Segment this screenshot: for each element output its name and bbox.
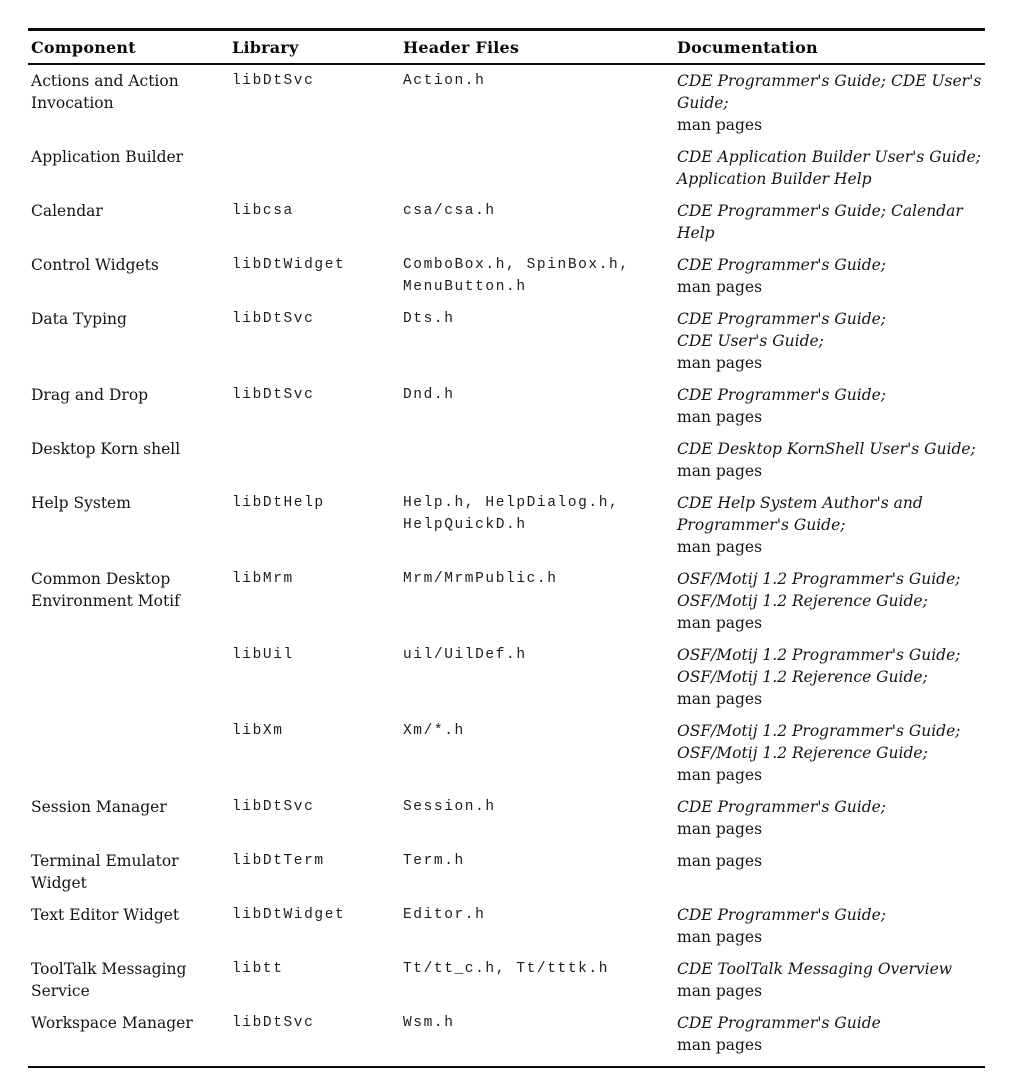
- library-cell: [232, 720, 403, 786]
- component-cell: [28, 850, 232, 894]
- header-file-name: Tt/tt_c.h, Tt/tttk.h: [403, 961, 610, 977]
- header-file-name: Mrm/MrmPublic.h: [403, 571, 558, 587]
- component-name: Data Typing: [31, 310, 127, 328]
- header-file-name: Dnd.h: [403, 387, 455, 403]
- library-name: libDtHelp: [232, 495, 325, 511]
- table-row: [28, 796, 985, 840]
- component-cell: [28, 146, 232, 190]
- documentation-title: CDE Programmer's Guide: [677, 1014, 881, 1032]
- library-cell: [232, 958, 403, 1002]
- component-name: Service: [31, 982, 90, 1000]
- component-cell: [28, 308, 232, 374]
- header-files-cell: [403, 720, 677, 786]
- documentation-title: Guide;: [677, 94, 729, 112]
- documentation-cell: [677, 146, 982, 190]
- library-cell: [232, 200, 403, 244]
- table-body: [28, 65, 985, 1068]
- library-name: libDtSvc: [232, 311, 315, 327]
- component-name: Application Builder: [31, 148, 184, 166]
- library-cell: [232, 568, 403, 634]
- documentation-title: man pages: [677, 462, 763, 480]
- documentation-title: CDE Programmer's Guide;: [677, 798, 887, 816]
- library-name: libDtSvc: [232, 799, 315, 815]
- documentation-cell: [677, 958, 982, 1002]
- documentation-title: man pages: [677, 278, 763, 296]
- header-file-name: MenuButton.h: [403, 279, 527, 295]
- component-name: Environment Motif: [31, 592, 180, 610]
- documentation-title: CDE User's Guide;: [677, 332, 824, 350]
- header-file-name: Xm/*.h: [403, 723, 465, 739]
- library-name: libDtSvc: [232, 73, 315, 89]
- header-file-name: ComboBox.h, SpinBox.h,: [403, 257, 630, 273]
- library-cell: [232, 70, 403, 136]
- library-cell: [232, 254, 403, 298]
- library-name: libtt: [232, 961, 284, 977]
- component-name: ToolTalk Messaging: [31, 960, 187, 978]
- documentation-title: CDE Programmer's Guide; Calendar: [677, 202, 963, 220]
- component-cell: [28, 384, 232, 428]
- documentation-title: OSF/Motij 1.2 Rejerence Guide;: [677, 668, 928, 686]
- component-name: Actions and Action: [31, 72, 179, 90]
- documentation-title: CDE Programmer's Guide;: [677, 256, 887, 274]
- header-file-name: Term.h: [403, 853, 465, 869]
- header-files-cell: [403, 438, 677, 482]
- component-name: Common Desktop: [31, 570, 171, 588]
- documentation-title: CDE Programmer's Guide; CDE User's: [677, 72, 982, 90]
- library-cell: [232, 146, 403, 190]
- header-files-cell: [403, 568, 677, 634]
- documentation-cell: [677, 492, 982, 558]
- header-file-name: uil/UilDef.h: [403, 647, 527, 663]
- documentation-title: man pages: [677, 116, 763, 134]
- header-files-cell: [403, 70, 677, 136]
- documentation-title: man pages: [677, 408, 763, 426]
- component-cell: [28, 1012, 232, 1056]
- component-cell: [28, 254, 232, 298]
- table-header-row: [28, 28, 985, 65]
- component-name: Terminal Emulator: [31, 852, 179, 870]
- component-name: Session Manager: [31, 798, 167, 816]
- component-name: Control Widgets: [31, 256, 159, 274]
- header-files-cell: [403, 384, 677, 428]
- library-name: libDtWidget: [232, 257, 346, 273]
- header-file-name: HelpQuickD.h: [403, 517, 527, 533]
- header-files-cell: [403, 644, 677, 710]
- documentation-cell: [677, 70, 982, 136]
- documentation-title: OSF/Motij 1.2 Programmer's Guide;: [677, 570, 961, 588]
- documentation-title: man pages: [677, 538, 763, 556]
- table-row: [28, 200, 985, 244]
- component-name: Help System: [31, 494, 131, 512]
- library-name: libUil: [232, 647, 294, 663]
- component-cell: [28, 438, 232, 482]
- documentation-title: Application Builder Help: [677, 170, 872, 188]
- header-files-cell: [403, 958, 677, 1002]
- header-file-name: csa/csa.h: [403, 203, 496, 219]
- library-cell: [232, 644, 403, 710]
- component-name: Text Editor Widget: [31, 906, 180, 924]
- header-files-cell: [403, 146, 677, 190]
- component-cell: [28, 720, 232, 786]
- library-name: libXm: [232, 723, 284, 739]
- component-cell: [28, 492, 232, 558]
- library-name: libDtTerm: [232, 853, 325, 869]
- column-header-library: Library: [232, 37, 299, 57]
- table-row: [28, 438, 985, 482]
- documentation-title: man pages: [677, 614, 763, 632]
- documentation-cell: [677, 904, 982, 948]
- documentation-title: OSF/Motij 1.2 Rejerence Guide;: [677, 744, 928, 762]
- documentation-title: OSF/Motij 1.2 Programmer's Guide;: [677, 722, 961, 740]
- documentation-title: man pages: [677, 820, 763, 838]
- library-name: libDtSvc: [232, 1015, 315, 1031]
- documentation-title: man pages: [677, 852, 763, 870]
- documentation-cell: [677, 644, 982, 710]
- component-name: Widget: [31, 874, 87, 892]
- column-header-header-files: Header Files: [403, 37, 520, 57]
- header-files-cell: [403, 904, 677, 948]
- documentation-cell: [677, 200, 982, 244]
- documentation-cell: [677, 308, 982, 374]
- table-row: [28, 1012, 985, 1056]
- component-cell: [28, 904, 232, 948]
- header-file-name: Action.h: [403, 73, 486, 89]
- component-name: Desktop Korn shell: [31, 440, 181, 458]
- component-name: Workspace Manager: [31, 1014, 193, 1032]
- table-row: [28, 568, 985, 634]
- component-cell: [28, 200, 232, 244]
- table-row: [28, 720, 985, 786]
- documentation-title: CDE Desktop KornShell User's Guide;: [677, 440, 976, 458]
- table-row: [28, 850, 985, 894]
- component-cell: [28, 958, 232, 1002]
- header-file-name: Session.h: [403, 799, 496, 815]
- column-header-component: Component: [31, 37, 136, 57]
- documentation-title: Programmer's Guide;: [677, 516, 846, 534]
- documentation-cell: [677, 568, 982, 634]
- documentation-cell: [677, 796, 982, 840]
- header-files-cell: [403, 1012, 677, 1056]
- documentation-title: Help: [677, 224, 715, 242]
- component-cell: [28, 644, 232, 710]
- table-row: [28, 904, 985, 948]
- table-row: [28, 384, 985, 428]
- library-cell: [232, 384, 403, 428]
- header-files-cell: [403, 254, 677, 298]
- documentation-title: OSF/Motij 1.2 Programmer's Guide;: [677, 646, 961, 664]
- documentation-title: man pages: [677, 766, 763, 784]
- header-file-name: Editor.h: [403, 907, 486, 923]
- library-cell: [232, 904, 403, 948]
- library-cell: [232, 492, 403, 558]
- table-row: [28, 146, 985, 190]
- documentation-title: OSF/Motij 1.2 Rejerence Guide;: [677, 592, 928, 610]
- table-row: [28, 254, 985, 298]
- library-name: libDtSvc: [232, 387, 315, 403]
- component-cell: [28, 796, 232, 840]
- documentation-title: man pages: [677, 690, 763, 708]
- header-file-name: Help.h, HelpDialog.h,: [403, 495, 620, 511]
- library-cell: [232, 438, 403, 482]
- library-name: libcsa: [232, 203, 294, 219]
- library-cell: [232, 308, 403, 374]
- component-library-table: [28, 28, 985, 1068]
- documentation-cell: [677, 254, 982, 298]
- header-files-cell: [403, 492, 677, 558]
- library-name: libMrm: [232, 571, 294, 587]
- documentation-cell: [677, 1012, 982, 1056]
- header-files-cell: [403, 308, 677, 374]
- library-name: libDtWidget: [232, 907, 346, 923]
- documentation-title: CDE Application Builder User's Guide;: [677, 148, 981, 166]
- component-cell: [28, 568, 232, 634]
- documentation-cell: [677, 384, 982, 428]
- documentation-cell: [677, 438, 982, 482]
- documentation-title: man pages: [677, 1036, 763, 1054]
- documentation-title: man pages: [677, 354, 763, 372]
- documentation-title: CDE Programmer's Guide;: [677, 386, 887, 404]
- header-file-name: Wsm.h: [403, 1015, 455, 1031]
- documentation-title: man pages: [677, 928, 763, 946]
- table-row: [28, 958, 985, 1002]
- library-cell: [232, 850, 403, 894]
- documentation-title: man pages: [677, 982, 763, 1000]
- column-header-documentation: Documentation: [677, 37, 818, 57]
- documentation-cell: [677, 720, 982, 786]
- documentation-title: CDE Programmer's Guide;: [677, 310, 887, 328]
- header-file-name: Dts.h: [403, 311, 455, 327]
- documentation-title: CDE ToolTalk Messaging Overview: [677, 960, 953, 978]
- table-row: [28, 308, 985, 374]
- documentation-cell: [677, 850, 982, 894]
- library-cell: [232, 796, 403, 840]
- header-files-cell: [403, 200, 677, 244]
- component-name: Calendar: [31, 202, 103, 220]
- table-row: [28, 644, 985, 710]
- table-row: [28, 492, 985, 558]
- component-name: Invocation: [31, 94, 114, 112]
- header-files-cell: [403, 850, 677, 894]
- component-name: Drag and Drop: [31, 386, 149, 404]
- library-cell: [232, 1012, 403, 1056]
- documentation-title: CDE Programmer's Guide;: [677, 906, 887, 924]
- documentation-title: CDE Help System Author's and: [677, 494, 923, 512]
- header-files-cell: [403, 796, 677, 840]
- component-cell: [28, 70, 232, 136]
- table-row: [28, 70, 985, 136]
